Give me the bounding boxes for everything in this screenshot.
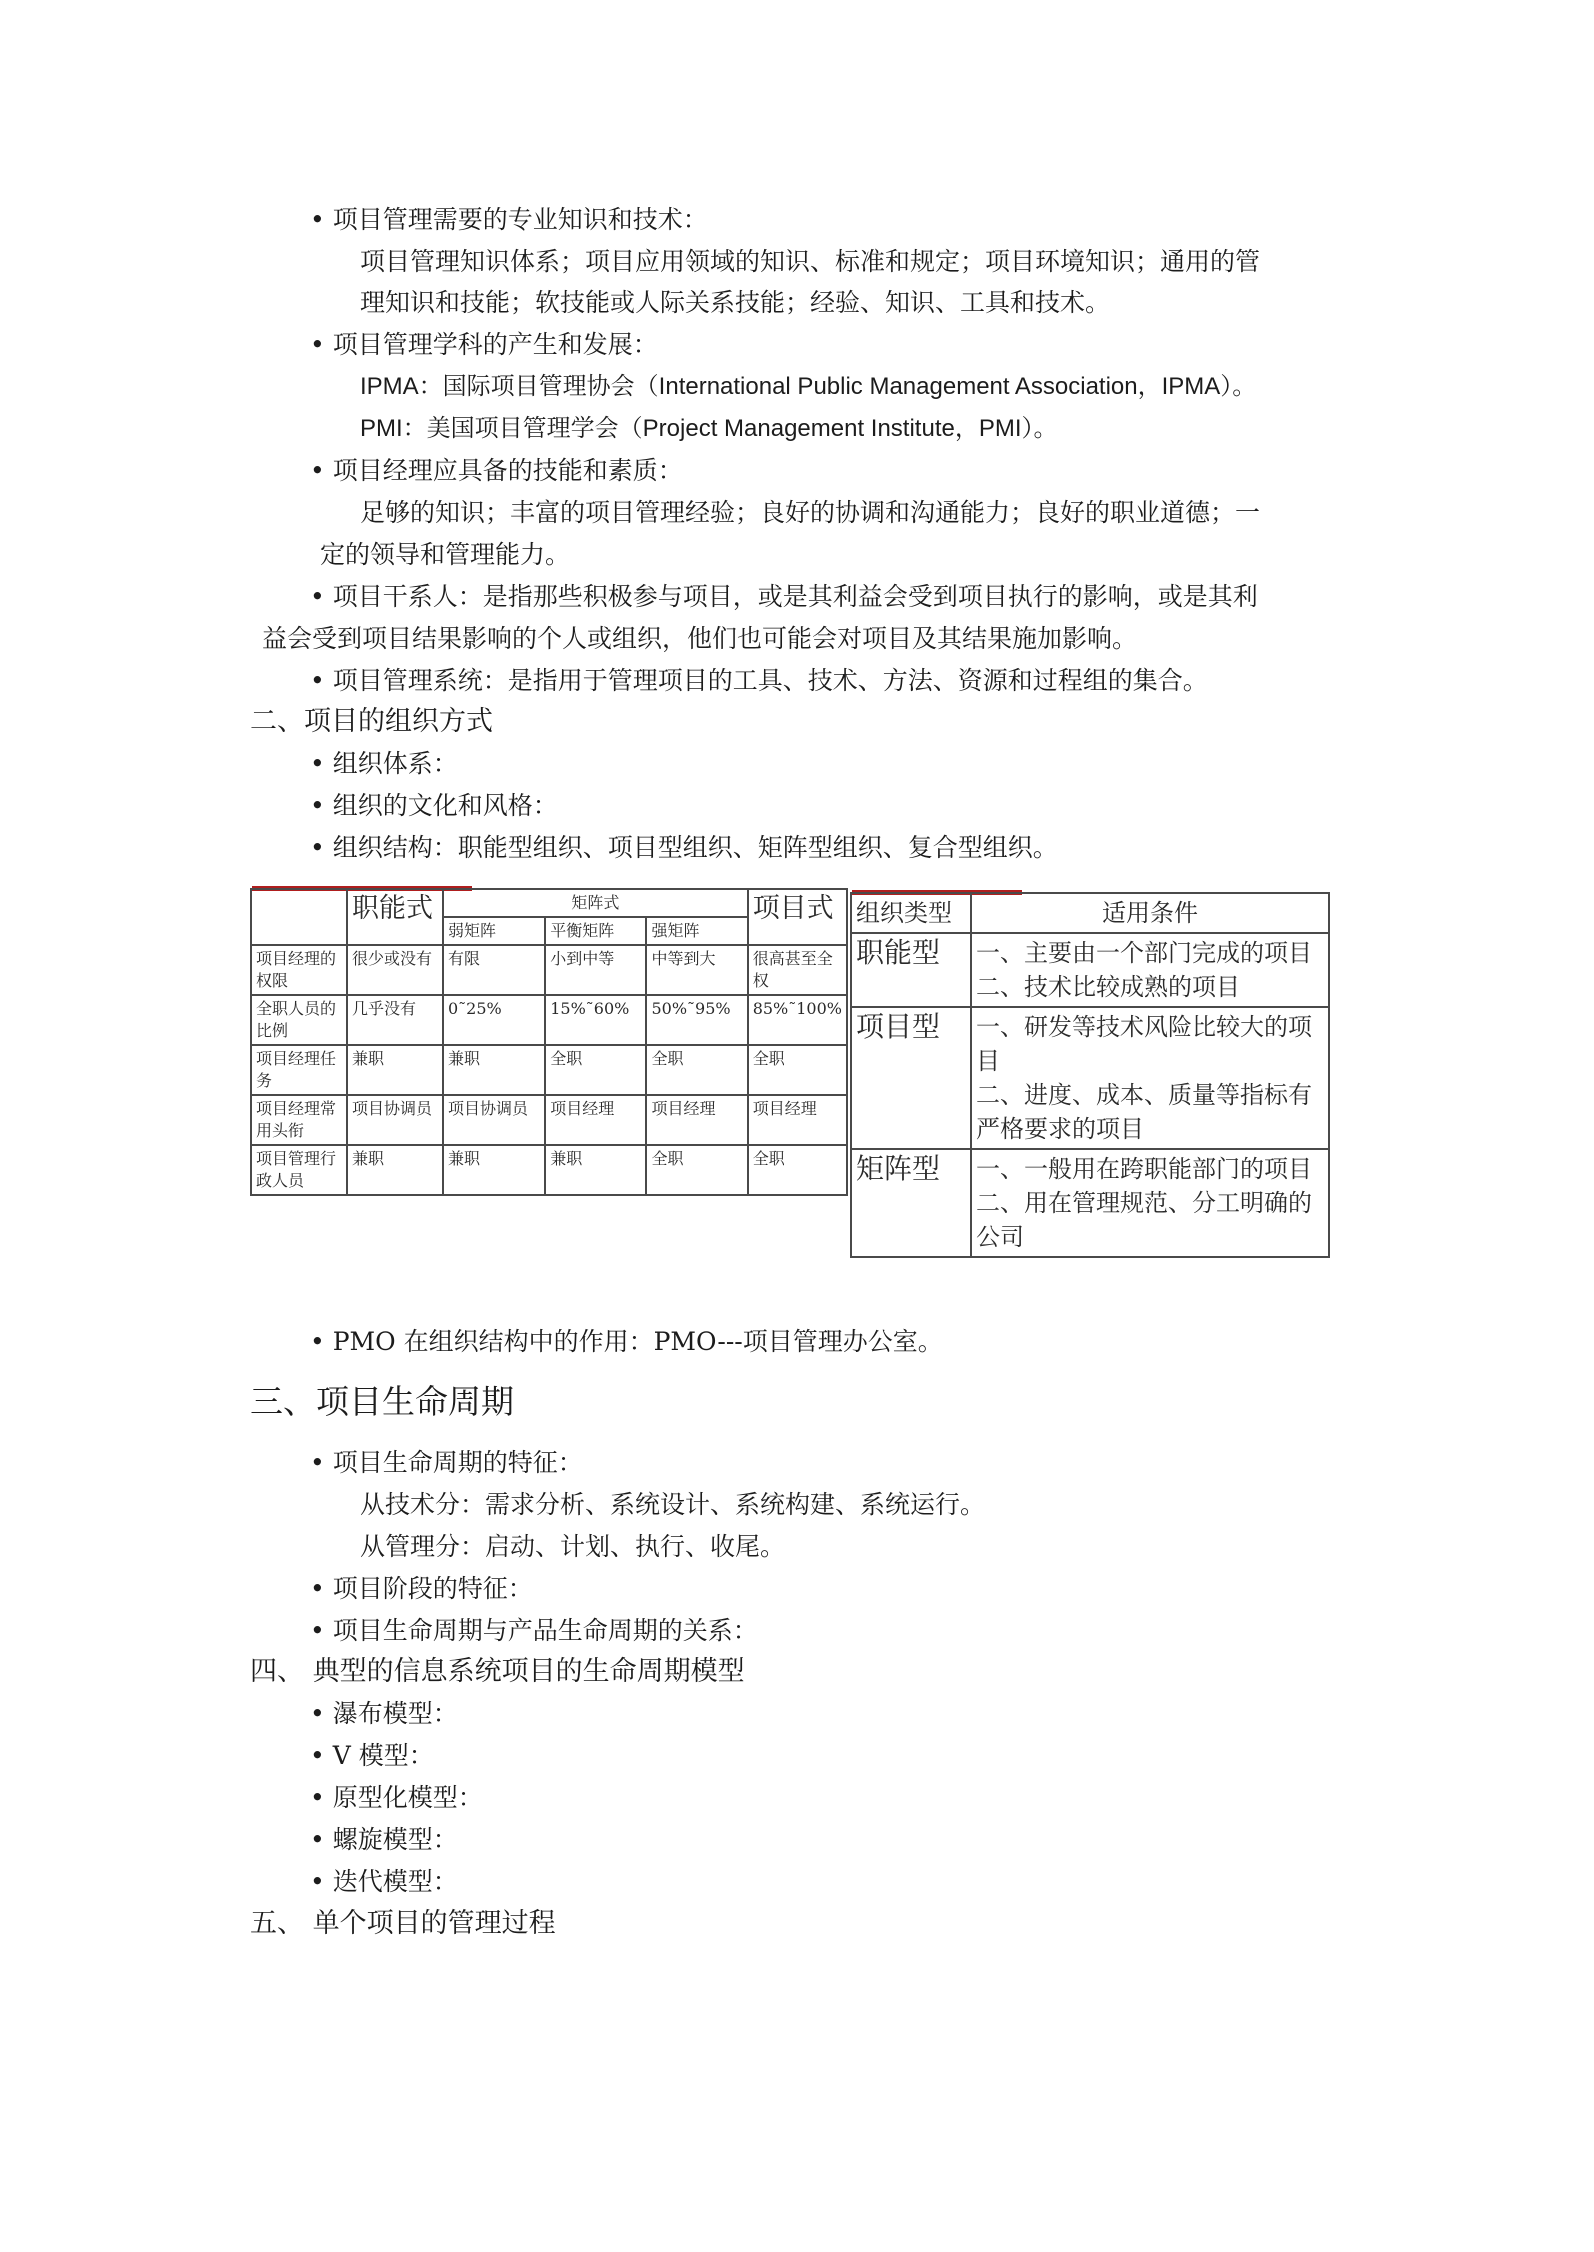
table-cell: 兼职 [443,1045,545,1095]
subheader-weak-matrix: 弱矩阵 [443,917,545,945]
condition-cell: 一、主要由一个部门完成的项目 二、技术比较成熟的项目 [971,933,1329,1007]
bullet-pm-discipline [310,328,658,362]
table-cell: 中等到大 [646,945,747,995]
table-cell: 兼职 [347,1145,443,1195]
table-cell: 很少或没有 [347,945,443,995]
text-by-technique: 从技术分：需求分析、系统设计、系统构建、系统运行。 [360,1490,986,1519]
table-cell: 项目经理 [748,1095,847,1145]
header-conditions: 适用条件 [971,893,1329,933]
condition-cell: 一、研发等技术风险比较大的项目 二、进度、成本、质量等指标有严格要求的项目 [971,1007,1329,1149]
text: 原型化模型： [332,1783,483,1812]
table-cell: 项目经理 [646,1095,747,1145]
text: 组织结构：职能型组织、项目型组织、矩阵型组织、复合型组织。 [332,833,1058,862]
bullet-phase-features [310,1572,533,1606]
bullet-pm-skills [310,454,683,488]
text: 项目经理应具备的技能和素质： [332,456,683,485]
row-label: 全职人员的比例 [251,995,347,1045]
table-row [851,1149,1329,1257]
text-ipma: IPMA：国际项目管理协会（International Public Management Association，IPMA）。 [360,373,1257,400]
table-cell: 全职 [646,1145,747,1195]
bullet-lifecycle-relation [310,1614,758,1648]
text-pm-knowledge-1: 项目管理知识体系；项目应用领域的知识、标准和规定；项目环境知识；通用的管 [360,247,1261,276]
bullet-prototype-model [310,1781,483,1815]
row-label: 项目经理的权限 [251,945,347,995]
text-pm-skills-1: 足够的知识；丰富的项目管理经验；良好的协调和沟通能力；良好的职业道德；一 [360,498,1261,527]
text: 迭代模型： [332,1867,458,1896]
subheader-strong-matrix: 强矩阵 [646,917,747,945]
text-pmi: PMI：美国项目管理学会（Project Management Institute，PMI）。 [360,415,1058,442]
table-cell: 全职 [748,1145,847,1195]
table-corner-cell [251,889,347,945]
org-type-cell: 矩阵型 [851,1149,971,1257]
text: 项目管理系统：是指用于管理项目的工具、技术、方法、资源和过程组的集合。 [332,666,1208,695]
table-cell: 50%˜95% [646,995,747,1045]
header-matrix: 矩阵式 [443,889,748,917]
text-pm-knowledge-2: 理知识和技能；软技能或人际关系技能；经验、知识、工具和技术。 [360,288,1111,317]
bullet-waterfall-model [310,1697,458,1731]
table-row [251,945,847,995]
table-cell: 85%˜100% [748,995,847,1045]
table-cell: 兼职 [443,1145,545,1195]
text: 项目阶段的特征： [332,1574,533,1603]
table-cell: 全职 [748,1045,847,1095]
header-org-type: 组织类型 [851,893,971,933]
table-row [251,1145,847,1195]
text: PMO 在组织结构中的作用：PMO---项目管理办公室。 [332,1327,943,1356]
text: 项目干系人：是指那些积极参与项目，或是其利益会受到项目执行的影响，或是其利 [332,582,1258,611]
table-cell: 项目协调员 [443,1095,545,1145]
table-cell: 几乎没有 [347,995,443,1045]
table-row [851,933,1329,1007]
text-by-management: 从管理分：启动、计划、执行、收尾。 [360,1532,786,1561]
table-row [251,1095,847,1145]
text: 项目管理需要的专业知识和技术： [332,205,708,234]
table-cell: 0˜25% [443,995,545,1045]
bullet-pm-system [310,664,1208,698]
text: 瀑布模型： [332,1699,458,1728]
text-pm-skills-2: 定的领导和管理能力。 [320,540,571,569]
row-label: 项目管理行政人员 [251,1145,347,1195]
text: 项目生命周期与产品生命周期的关系： [332,1616,758,1645]
table-cell: 小到中等 [545,945,646,995]
table-cell: 15%˜60% [545,995,646,1045]
text: 螺旋模型： [332,1825,458,1854]
heading-section-5: 五、 单个项目的管理过程 [250,1908,556,1939]
table-row [251,1045,847,1095]
row-label: 项目经理任务 [251,1045,347,1095]
org-structure-comparison-table [250,888,848,1196]
bullet-pm-knowledge [310,203,708,237]
heading-section-3: 三、项目生命周期 [250,1382,514,1421]
table-cell: 项目经理 [545,1095,646,1145]
table-cell: 项目协调员 [347,1095,443,1145]
table-cell: 全职 [545,1045,646,1095]
text: 项目管理学科的产生和发展： [332,330,658,359]
subheader-balanced-matrix: 平衡矩阵 [545,917,646,945]
row-label: 项目经理常用头衔 [251,1095,347,1145]
header-functional: 职能式 [347,889,443,945]
org-type-cell: 职能型 [851,933,971,1007]
bullet-org-structure [310,831,1058,865]
heading-section-4: 四、 典型的信息系统项目的生命周期模型 [250,1656,745,1687]
table-cell: 兼职 [545,1145,646,1195]
condition-cell: 一、一般用在跨职能部门的项目 二、用在管理规范、分工明确的公司 [971,1149,1329,1257]
bullet-org-culture [310,789,558,823]
table-cell: 很高甚至全权 [748,945,847,995]
org-type-cell: 项目型 [851,1007,971,1149]
table-cell: 兼职 [347,1045,443,1095]
header-projectized: 项目式 [748,889,847,945]
table-cell: 全职 [646,1045,747,1095]
table-cell: 有限 [443,945,545,995]
text: 组织的文化和风格： [332,791,558,820]
text-stakeholder-2: 益会受到项目结果影响的个人或组织，他们也可能会对项目及其结果施加影响。 [262,624,1138,653]
table-row [251,995,847,1045]
table-row [851,1007,1329,1149]
bullet-spiral-model [310,1823,458,1857]
bullet-v-model [310,1739,434,1773]
org-type-conditions-table [850,892,1330,1258]
heading-section-2: 二、项目的组织方式 [250,706,493,737]
bullet-pmo [310,1325,943,1359]
table-header-row [851,893,1329,933]
bullet-stakeholder [310,580,1258,614]
text: 组织体系： [332,749,458,778]
table-header-row [251,889,847,917]
bullet-org-system [310,747,458,781]
text: 项目生命周期的特征： [332,1448,583,1477]
bullet-iterative-model [310,1865,458,1899]
bullet-lifecycle-features [310,1446,583,1480]
text: V 模型： [332,1741,434,1770]
